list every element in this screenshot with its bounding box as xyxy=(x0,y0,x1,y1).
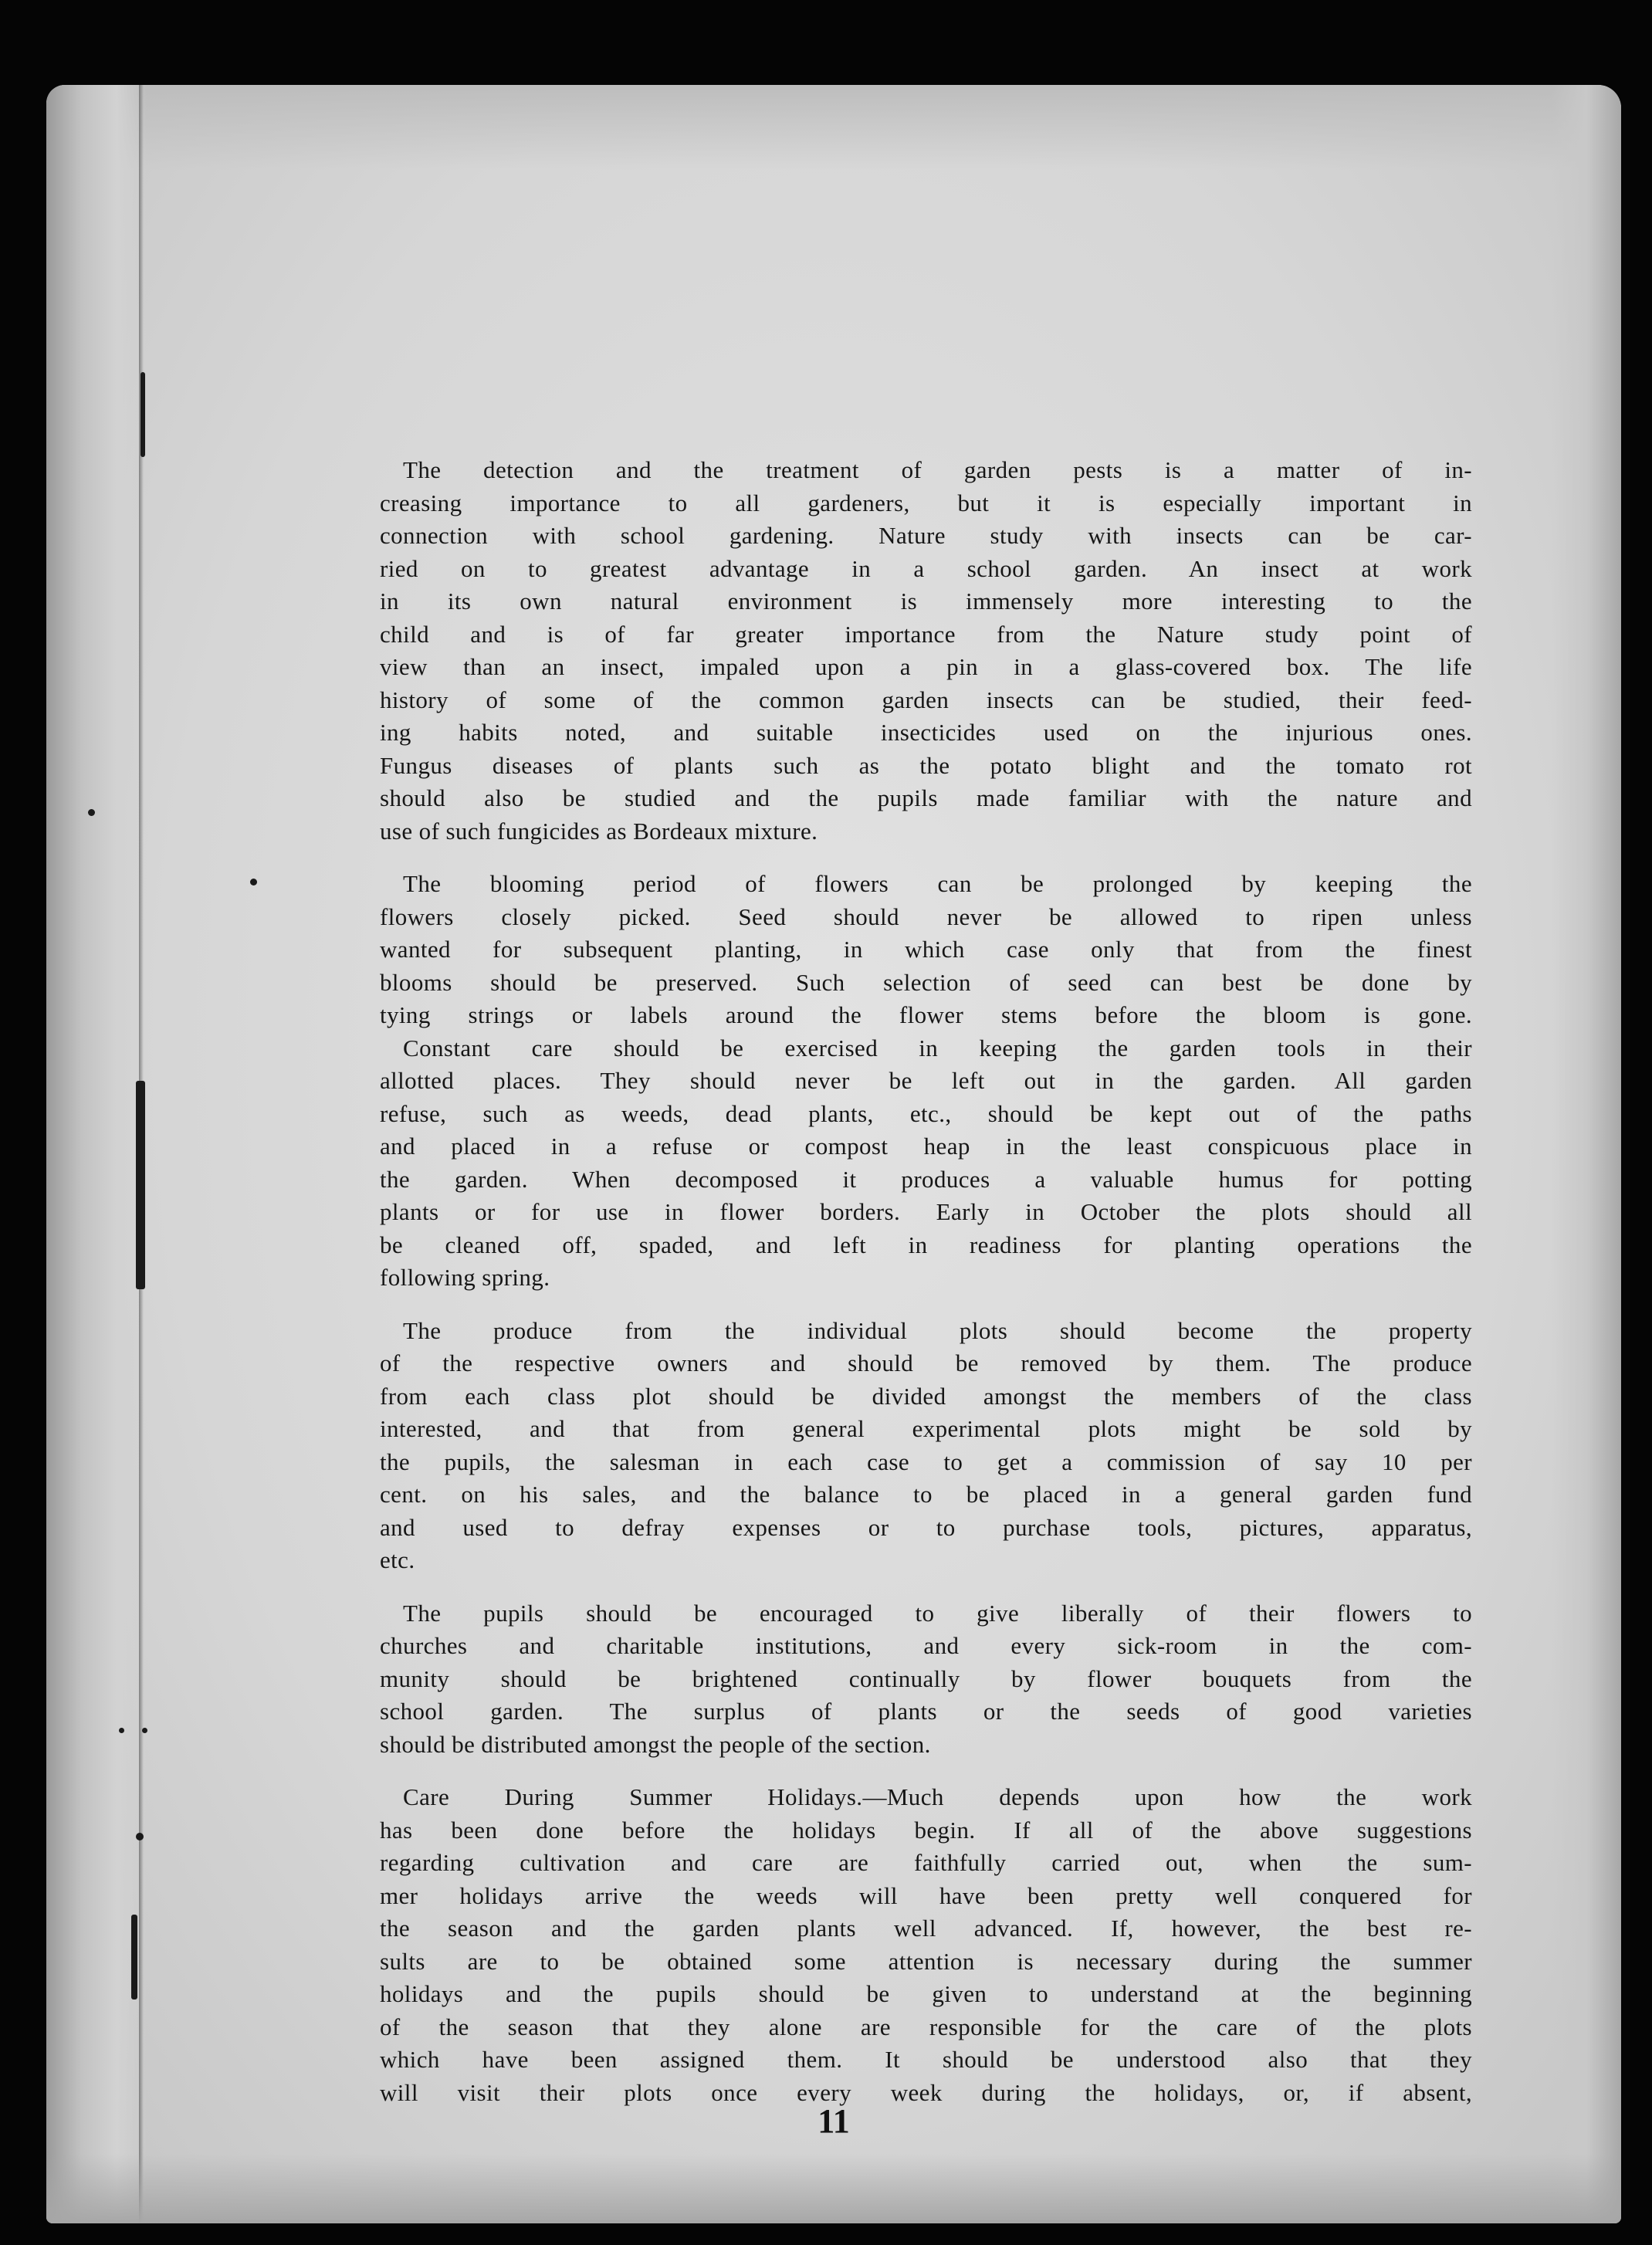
paragraph-gap xyxy=(380,848,1472,868)
text-line: use of such fungicides as Bordeaux mixture. xyxy=(380,817,818,845)
text-line: and placed in a refuse or compost heap in the least conspicuous place in xyxy=(380,1133,1472,1160)
text-line: will visit their plots once every week during the holidays, or, if absent, xyxy=(380,2078,1472,2106)
text-line: allotted places. They should never be left out in the garden. All garden xyxy=(380,1067,1472,1094)
margin-dot-4 xyxy=(142,1728,147,1733)
page-number: 11 xyxy=(818,2102,850,2140)
text-line: be cleaned off, spaded, and left in readiness for planting operations the xyxy=(380,1231,1472,1258)
text-line: view than an insect, impaled upon a pin in a glass-covered box. The life xyxy=(380,653,1472,680)
text-line: Care During Summer Holidays.—Much depends upon how the work xyxy=(403,1783,1472,1810)
binding-shadow xyxy=(46,85,147,2223)
text-line: Fungus diseases of plants such as the potato blight and the tomato rot xyxy=(380,751,1472,779)
page-right-shadow xyxy=(1552,85,1621,2223)
text-line: etc. xyxy=(380,1546,415,1573)
text-line: ried on to greatest advantage in a school garden. An insect at work xyxy=(380,554,1472,582)
text-line: creasing importance to all gardeners, but it is especially important in xyxy=(380,489,1472,516)
text-line: wanted for subsequent planting, in which case only that from the finest xyxy=(380,936,1472,963)
text-line: and used to defray expenses or to purchase tools, pictures, apparatus, xyxy=(380,1513,1472,1541)
paragraph-gap xyxy=(380,1295,1472,1315)
paragraph-produce xyxy=(380,1315,1472,1577)
text-line: following spring. xyxy=(380,1264,550,1291)
text-line: history of some of the common garden insects can be studied, their feed- xyxy=(380,686,1472,713)
paragraph-tools xyxy=(380,1032,1472,1295)
text-line: the garden. When decomposed it produces a valuable humus for potting xyxy=(380,1165,1472,1193)
margin-dot-5 xyxy=(136,1833,144,1840)
text-line: munity should be brightened continually by flower bouquets from the xyxy=(380,1664,1472,1692)
text-line: should also be studied and the pupils made familiar with the nature and xyxy=(380,784,1472,811)
text-line: which have been assigned them. It should be understood also that they xyxy=(380,2046,1472,2073)
paragraph-gap xyxy=(380,1577,1472,1597)
text-line: of the respective owners and should be removed by them. The produce xyxy=(380,1349,1472,1376)
page-top-shadow xyxy=(46,85,1621,170)
text-line: blooms should be preserved. Such selection of seed can best be done by xyxy=(380,968,1472,996)
text-line: in its own natural environment is immensely more interesting to the xyxy=(380,587,1472,615)
paragraph-summer-holidays xyxy=(380,1781,1472,2109)
text-line: tying strings or labels around the flower stems before the bloom is gone. xyxy=(380,1001,1472,1028)
text-line: Constant care should be exercised in keeping the garden tools in their xyxy=(403,1034,1472,1062)
text-line: of the season that they alone are responsible for the care of the plots xyxy=(380,2013,1472,2040)
text-line: the season and the garden plants well advanced. If, however, the best re- xyxy=(380,1915,1472,1942)
text-line: The detection and the treatment of garden pests is a matter of in- xyxy=(403,456,1472,483)
text-line: holidays and the pupils should be given to understand at the beginning xyxy=(380,1980,1472,2007)
text-line: interested, and that from general experimental plots might be sold by xyxy=(380,1415,1472,1442)
paragraph-gap xyxy=(380,1761,1472,1781)
text-line: refuse, such as weeds, dead plants, etc., should be kept out of the paths xyxy=(380,1099,1472,1127)
body-text xyxy=(380,454,1472,2109)
text-line: cent. on his sales, and the balance to be placed in a general garden fund xyxy=(380,1481,1472,1508)
page-bottom-shadow xyxy=(46,2154,1621,2223)
margin-dot-1 xyxy=(88,809,95,816)
text-line: the pupils, the salesman in each case to get a commission of say 10 per xyxy=(380,1448,1472,1475)
text-line: churches and charitable institutions, and every sick-room in the com- xyxy=(380,1632,1472,1659)
text-line: The blooming period of flowers can be prolonged by keeping the xyxy=(403,870,1472,897)
text-line: child and is of far greater importance from the Nature study point of xyxy=(380,620,1472,648)
margin-mark-top xyxy=(140,372,145,457)
text-line: The produce from the individual plots should become the property xyxy=(403,1316,1472,1344)
text-line: regarding cultivation and care are faithfully carried out, when the sum- xyxy=(380,1849,1472,1876)
text-line: The pupils should be encouraged to give liberally of their flowers to xyxy=(403,1599,1472,1627)
book-page xyxy=(46,85,1621,2223)
text-line: from each class plot should be divided amongst the members of the class xyxy=(380,1382,1472,1410)
paragraph-giving xyxy=(380,1597,1472,1762)
text-line: connection with school gardening. Nature study with insects can be car- xyxy=(380,522,1472,549)
margin-mark-bottom xyxy=(131,1915,137,2000)
text-line: should be distributed amongst the people of the section. xyxy=(380,1730,931,1758)
paragraph-pests xyxy=(380,454,1472,848)
text-line: has been done before the holidays begin. If all of the above suggestions xyxy=(380,1816,1472,1844)
text-line: sults are to be obtained some attention is necessary during the summer xyxy=(380,1947,1472,1975)
text-line: ing habits noted, and suitable insecticides used on the injurious ones. xyxy=(380,719,1472,746)
text-line: plants or for use in flower borders. Early in October the plots should all xyxy=(380,1198,1472,1225)
text-line: flowers closely picked. Seed should never be allowed to ripen unless xyxy=(380,902,1472,930)
margin-mark-middle xyxy=(136,1081,145,1289)
text-line: mer holidays arrive the weeds will have been pretty well conquered for xyxy=(380,1881,1472,1909)
paragraph-blooming xyxy=(380,868,1472,1032)
margin-dot-2 xyxy=(250,879,257,885)
margin-dot-3 xyxy=(119,1728,124,1733)
text-line: school garden. The surplus of plants or the seeds of good varieties xyxy=(380,1698,1472,1725)
